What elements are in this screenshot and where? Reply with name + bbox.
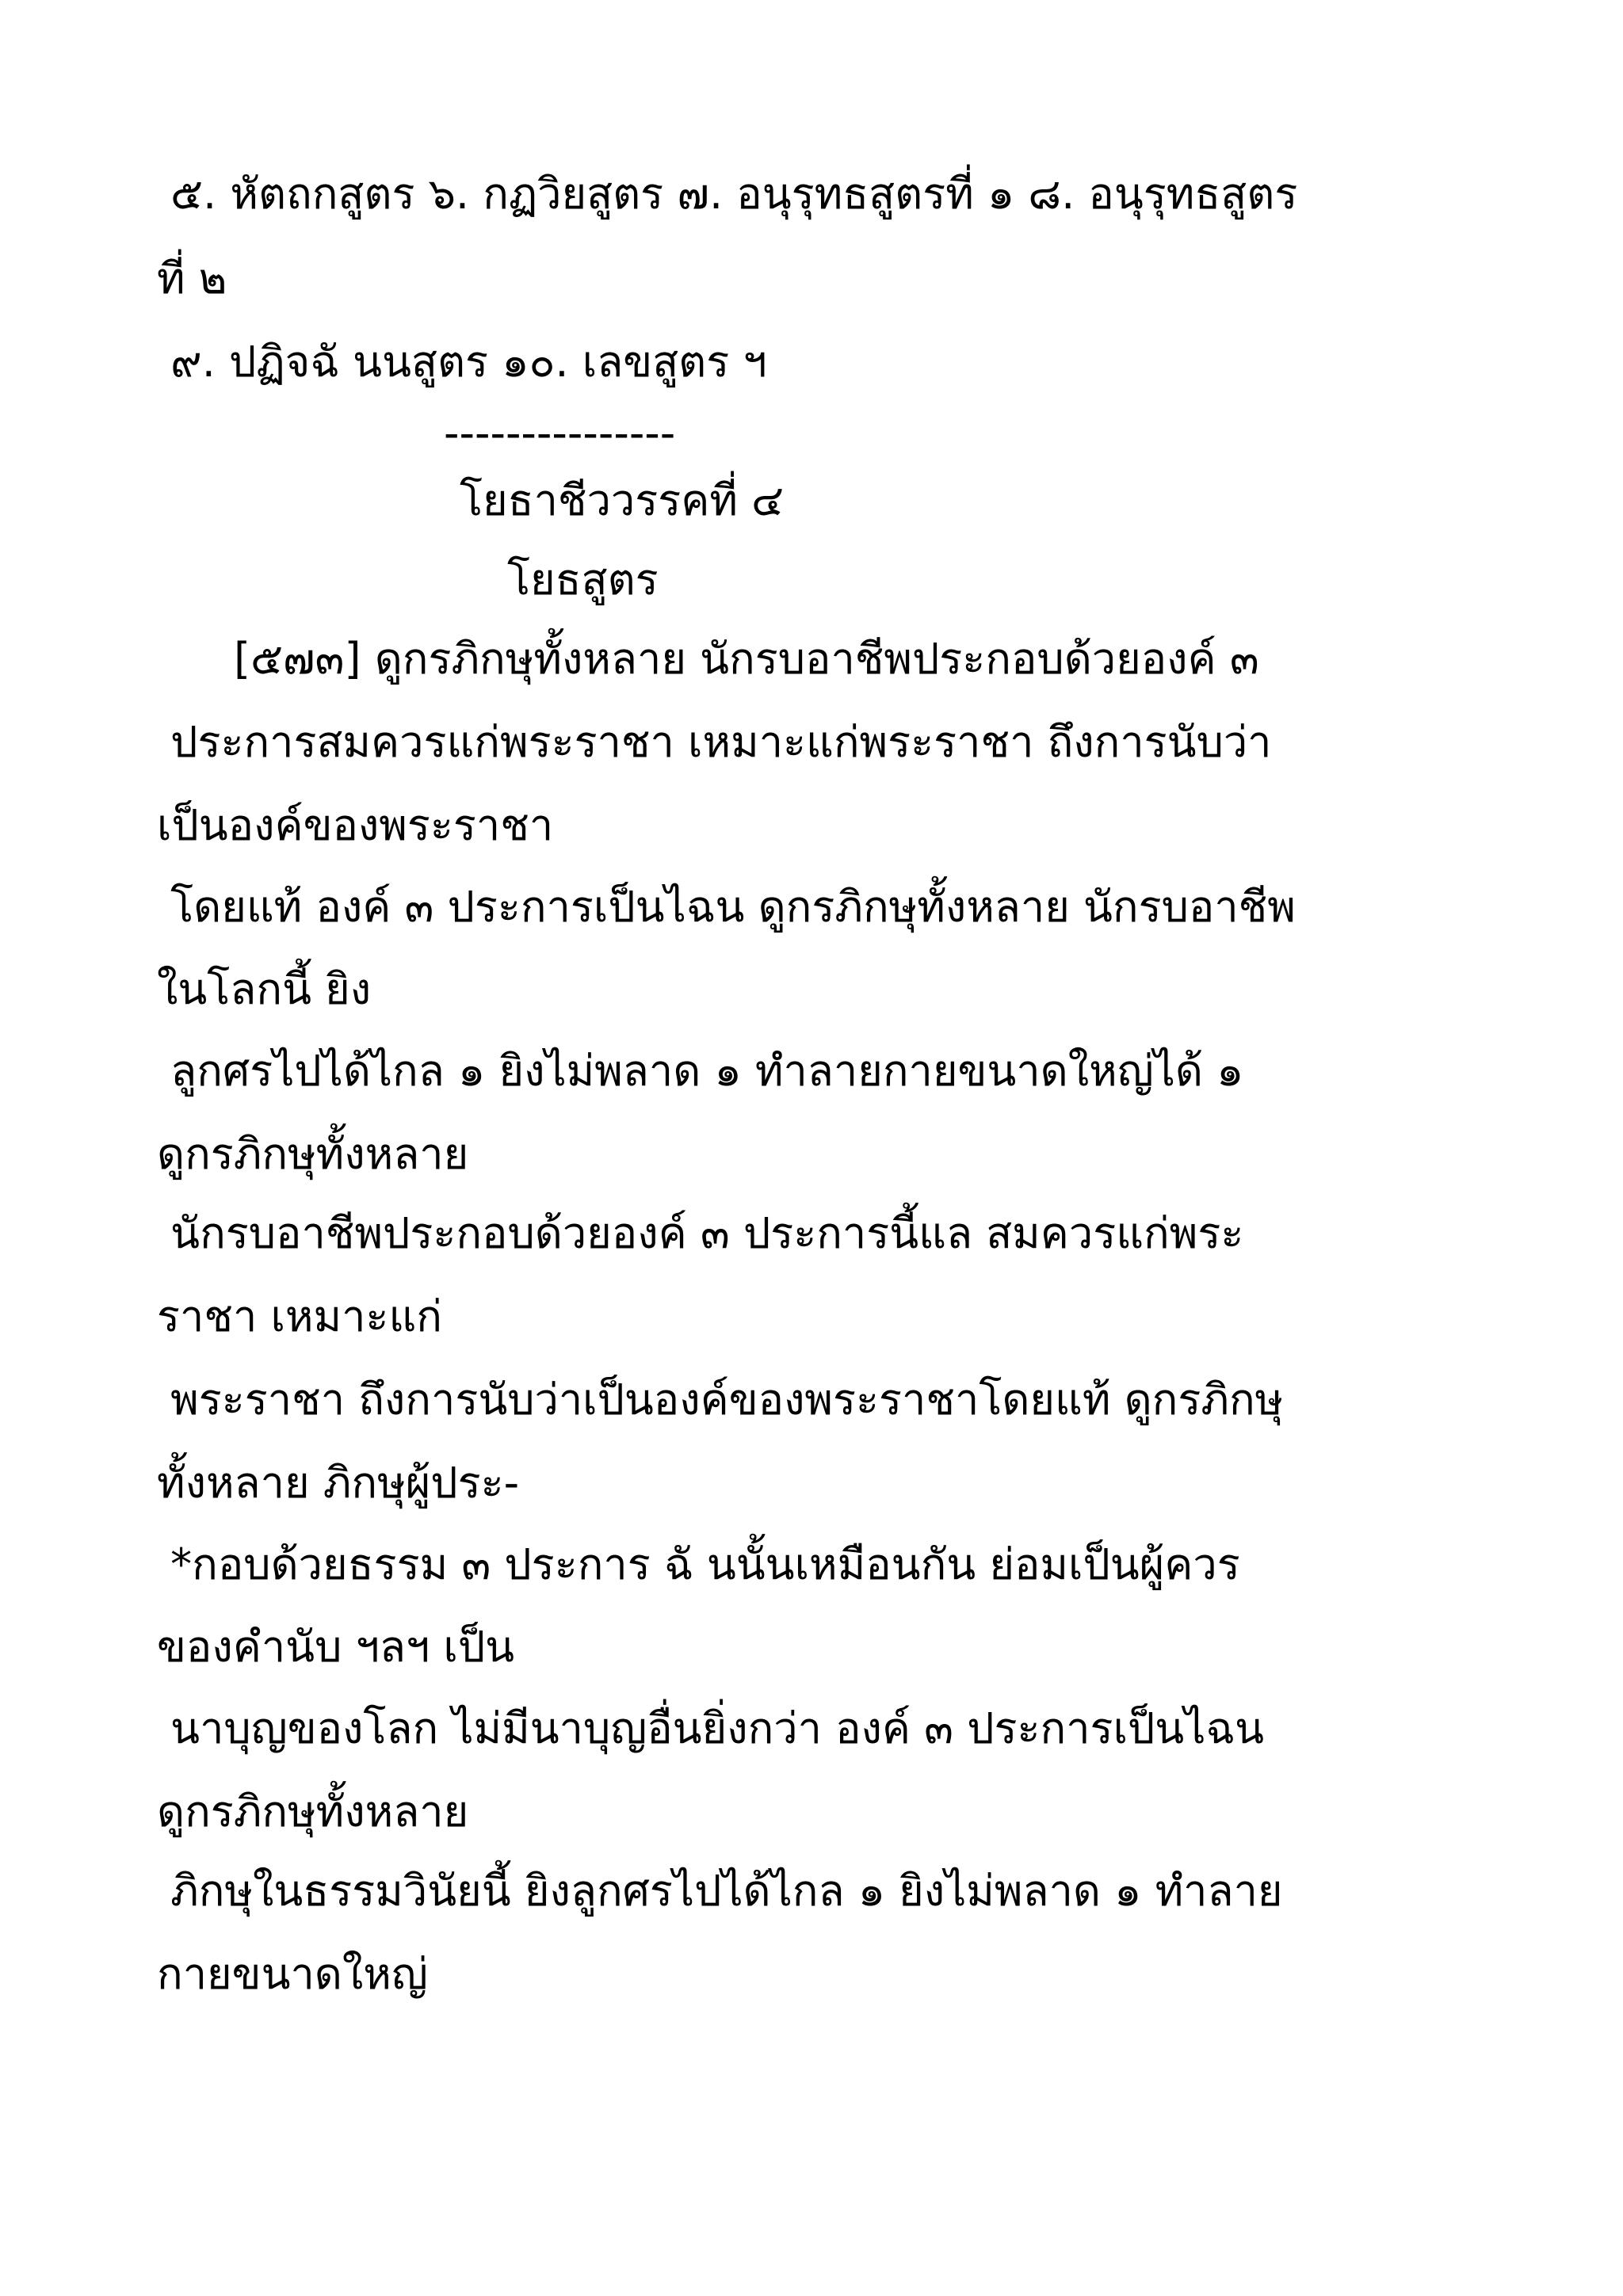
section-divider: --------------- <box>444 408 676 458</box>
paragraph-line: เป็นองค์ของพระราชา <box>157 800 554 850</box>
chapter-heading: โยธาชีววรรคที่ ๔ <box>460 475 784 525</box>
paragraph-line: ในโลกนี้ ยิง <box>157 964 372 1014</box>
sutta-title: โยธสูตร <box>507 555 659 605</box>
paragraph-line: ลูกศรไปได้ไกล ๑ ยิงไม่พลาด ๑ ทำลายกายขนาดใหญ่ได้ ๑ <box>157 1046 1244 1096</box>
sutta-list-line-3: ๙. ปฏิจฉั นนสูตร ๑๐. เลขสูตร ฯ <box>157 337 767 387</box>
paragraph-line: กายขนาดใหญ่ <box>157 1949 428 1999</box>
paragraph-line: *กอบด้วยธรรม ๓ ประการ ฉั นนั้นเหมือนกัน ย่อมเป็นผู้ควร <box>157 1539 1240 1589</box>
paragraph-line: พระราชา ถึงการนับว่าเป็นองค์ของพระราชาโดยแท้ ดูกรภิกษุ <box>157 1375 1284 1425</box>
paragraph-line: นักรบอาชีพประกอบด้วยองค์ ๓ ประการนี้แล สมควรแก่พระ <box>157 1208 1244 1258</box>
paragraph-line: ราชา เหมาะแก่ <box>157 1291 442 1341</box>
sutta-list-line-2: ที่ ๒ <box>157 254 227 303</box>
paragraph-line: โดยแท้ องค์ ๓ ประการเป็นไฉน ดูกรภิกษุทั้งหลาย นักรบอาชีพ <box>157 882 1296 932</box>
paragraph-line: [๕๗๓] ดูกรภิกษุทั้งหลาย นักรบอาชีพประกอบด้วยองค์ ๓ <box>234 634 1259 684</box>
sutta-list-line-1: ๕. หัตถกสูตร ๖. กฏวิยสูตร ๗. อนุรุทธสูตรที่ ๑ ๘. อนุรุทธสูตร <box>157 169 1298 219</box>
paragraph-line: ภิกษุในธรรมวินัยนี้ ยิงลูกศรไปได้ไกล ๑ ยิงไม่พลาด ๑ ทำลาย <box>157 1866 1283 1916</box>
paragraph-line: ทั้งหลาย ภิกษุผู้ประ- <box>157 1458 520 1508</box>
paragraph-line: ดูกรภิกษุทั้งหลาย <box>157 1129 469 1179</box>
paragraph-line: ดูกรภิกษุทั้งหลาย <box>157 1787 469 1836</box>
paragraph-line: ประการสมควรแก่พระราชา เหมาะแก่พระราชา ถึงการนับว่า <box>157 717 1272 767</box>
paragraph-line: นาบุญของโลก ไม่มีนาบุญอื่นยิ่งกว่า องค์ ๓ ประการเป็นไฉน <box>157 1703 1265 1753</box>
paragraph-line: ของคำนับ ฯลฯ เป็น <box>157 1622 515 1672</box>
